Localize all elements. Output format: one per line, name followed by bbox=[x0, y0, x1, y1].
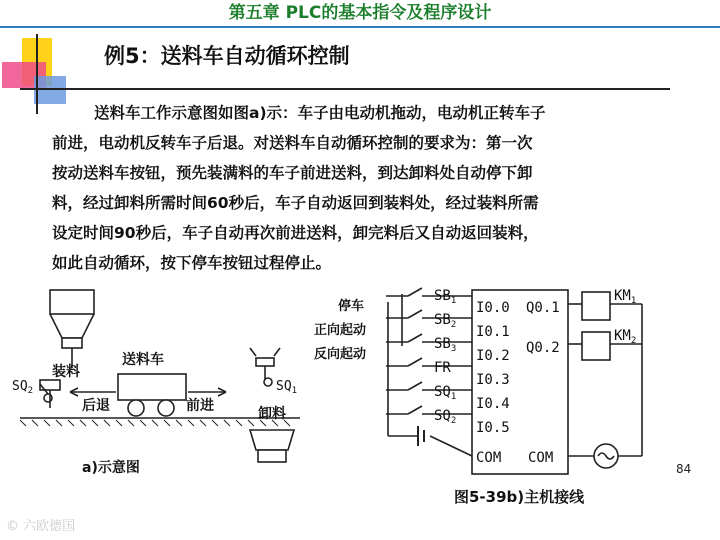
cart-wheel bbox=[158, 400, 174, 416]
label-forward-start: 正向起动 bbox=[314, 323, 367, 338]
label-stop: 停车 bbox=[338, 299, 365, 314]
cart-body bbox=[118, 374, 186, 400]
paragraph-line: 如此自动循环，按下停车按钮过程停止。 bbox=[52, 254, 332, 272]
km2-coil bbox=[582, 332, 610, 360]
description-paragraph bbox=[52, 98, 672, 278]
loading-label: 装料 bbox=[52, 364, 80, 380]
coil-km2-label: $KM_2$ bbox=[614, 328, 637, 346]
backward-label: 后退 bbox=[82, 398, 110, 414]
input-i02: I0.2 bbox=[476, 348, 510, 364]
switch-sb1: $SB_1$ bbox=[434, 288, 457, 306]
output-q02: Q0.2 bbox=[526, 340, 560, 356]
paragraph-line: 设定时间90秒后，车子自动再次前进送料，卸完料后又自动返回装料， bbox=[52, 224, 539, 242]
paragraph-line: 前进，电动机反转车子后退。对送料车自动循环控制的要求为：第一次 bbox=[52, 134, 533, 152]
com-left: COM bbox=[476, 450, 502, 466]
switch-sb2: $SB_2$ bbox=[434, 312, 457, 330]
header-rule bbox=[0, 26, 720, 28]
decor-horizontal-line bbox=[20, 88, 670, 90]
paragraph-line: 料，经过卸料所需时间60秒后，车子自动返回到装料处，经过装料所需 bbox=[52, 194, 539, 212]
cart-label: 送料车 bbox=[122, 352, 164, 368]
hopper-outlet bbox=[62, 338, 82, 348]
hopper-funnel bbox=[50, 314, 94, 338]
com-right: COM bbox=[528, 450, 554, 466]
coil-km1-label: $KM_1$ bbox=[614, 288, 637, 306]
sq1-roller bbox=[264, 378, 272, 386]
switch-sq2: $SQ_2$ bbox=[434, 408, 457, 426]
watermark: © 六欧德国 bbox=[6, 519, 76, 534]
hopper-top bbox=[50, 290, 94, 314]
switch-fr: FR bbox=[434, 360, 451, 376]
page-number: 84 bbox=[676, 462, 692, 476]
input-i04: I0.4 bbox=[476, 396, 510, 412]
input-i03: I0.3 bbox=[476, 372, 510, 388]
slide-title: 例5：送料车自动循环控制 bbox=[104, 44, 350, 68]
sq1-label: $SQ_1$ bbox=[276, 379, 298, 396]
forward-label: 前进 bbox=[186, 398, 214, 414]
paragraph-line: 送料车工作示意图如图a)示：车子由电动机拖动，电动机正转车子 bbox=[94, 104, 546, 122]
cart-wheel bbox=[128, 400, 144, 416]
diagram-b-wiring bbox=[310, 280, 670, 520]
input-i01: I0.1 bbox=[476, 324, 510, 340]
chapter-header: 第五章 PLC的基本指令及程序设计 bbox=[228, 3, 492, 23]
diagram-a-caption: a)示意图 bbox=[82, 460, 140, 476]
unload-hopper bbox=[250, 430, 294, 450]
input-i05: I0.5 bbox=[476, 420, 510, 436]
diagram-b-caption: 图5-39b)主机接线 bbox=[454, 488, 585, 506]
input-i00: I0.0 bbox=[476, 300, 510, 316]
switch-sq1: $SQ_1$ bbox=[434, 384, 457, 402]
km1-coil bbox=[582, 292, 610, 320]
label-reverse-start: 反向起动 bbox=[314, 347, 367, 362]
sq2-label: $SQ_2$ bbox=[12, 379, 34, 396]
unloading-label: 卸料 bbox=[258, 406, 286, 422]
output-q01: Q0.1 bbox=[526, 300, 560, 316]
decor-vertical-line bbox=[36, 34, 38, 114]
switch-sb3: $SB_3$ bbox=[434, 336, 457, 354]
diagram-a-schematic bbox=[0, 280, 320, 490]
paragraph-line: 按动送料车按钮，预先装满料的车子前进送料，到达卸料处自动停下卸 bbox=[52, 164, 533, 182]
